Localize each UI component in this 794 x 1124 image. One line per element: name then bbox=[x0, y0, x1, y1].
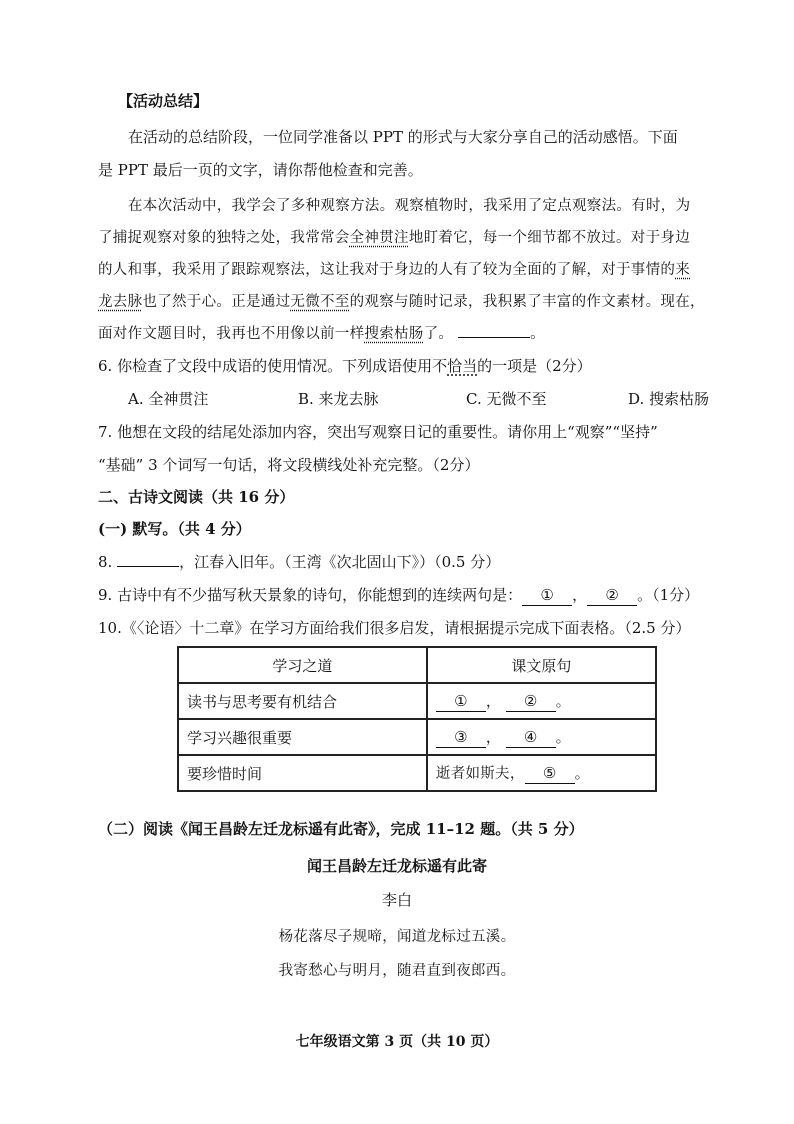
q6-option-d[interactable]: D. 搜索枯肠 bbox=[628, 390, 710, 408]
q6-option-b[interactable]: B. 来龙去脉 bbox=[298, 390, 379, 408]
q9-blank2[interactable]: ② bbox=[587, 585, 637, 606]
table-cell-quote bbox=[427, 719, 656, 755]
table-cell-way: 学习兴趣很重要 bbox=[178, 719, 427, 755]
table-cell-quote bbox=[427, 683, 656, 719]
passage-line5-end: 。 bbox=[530, 326, 545, 342]
table-end: 。 bbox=[574, 764, 590, 782]
passage-line4-a: 也了然于心。正是通过 bbox=[142, 294, 291, 310]
table-blank-1[interactable]: ① bbox=[436, 691, 486, 712]
passage-line5-a: 面对作文题目时，我再也不用像以前一样 bbox=[98, 326, 365, 342]
part2-heading: 二、古诗文阅读（共 16 分） bbox=[98, 488, 295, 506]
q9 bbox=[98, 582, 699, 608]
idiom-quanshenguanzhu: 全神贯注 bbox=[349, 230, 409, 246]
table-header-way: 学习之道 bbox=[178, 647, 427, 683]
q8-number: 8. bbox=[98, 553, 113, 571]
passage-line2-b: 地盯着它，每一个细节都不放过。对于身边 bbox=[408, 230, 691, 246]
passage-line5 bbox=[98, 321, 545, 347]
q9-text: 9. 古诗中有不少描写秋天景象的诗句，你能想到的连续两句是： bbox=[98, 586, 523, 604]
summary-heading: 【活动总结】 bbox=[118, 92, 209, 110]
idiom-lailong-part2: 龙去脉 bbox=[98, 294, 143, 310]
part2-sub2: （二）阅读《闻王昌龄左迁龙标遥有此寄》，完成 11–12 题。（共 5 分） bbox=[98, 820, 584, 838]
passage-line2-a: 了捕捉观察对象的独特之处，我常常会 bbox=[98, 230, 350, 246]
q9-end: 。（1分） bbox=[637, 586, 700, 604]
q7-line1: 7. 他想在文段的结尾处添加内容，突出写观察日记的重要性。请你用上“观察”“坚持” bbox=[98, 423, 658, 441]
learning-table bbox=[177, 646, 657, 792]
table-blank-4[interactable]: ④ bbox=[506, 727, 556, 748]
table-row bbox=[178, 683, 656, 719]
q6-text-b: 的一项是（2分） bbox=[477, 357, 592, 375]
q6-text-a: 6. 你检查了文段中成语的使用情况。下列成语使用不 bbox=[98, 357, 448, 375]
q6-dotted-word: 恰当 bbox=[447, 357, 478, 375]
table-row bbox=[178, 755, 656, 791]
poem-line1: 杨花落尽子规啼，闻道龙标过五溪。 bbox=[278, 929, 516, 945]
table-end: 。 bbox=[555, 728, 571, 746]
q10-stem: 10.《〈论语〉十二章》在学习方面给我们很多启发，请根据提示完成下面表格。（2.5 分） bbox=[98, 619, 691, 637]
table-blank-3[interactable]: ③ bbox=[436, 727, 486, 748]
table-end: 。 bbox=[555, 692, 571, 710]
passage-line4-b: 的观察与随时记录，我积累了丰富的作文素材。现在， bbox=[349, 294, 705, 310]
idiom-wuweibuzhi: 无微不至 bbox=[290, 294, 350, 310]
idiom-lailong-part1: 来 bbox=[675, 262, 691, 278]
table-blank-5[interactable]: ⑤ bbox=[525, 763, 575, 784]
part2-sub1: (一) 默写。（共 4 分） bbox=[98, 520, 251, 538]
summary-intro-line1: 在活动的总结阶段，一位同学准备以 PPT 的形式与大家分享自己的活动感悟。下面 bbox=[128, 128, 678, 146]
poem-line2: 我寄愁心与明月，随君直到夜郎西。 bbox=[278, 963, 516, 979]
q8 bbox=[98, 549, 500, 575]
table-row bbox=[178, 719, 656, 755]
poem-author: 李白 bbox=[381, 891, 412, 909]
q9-blank1[interactable]: ① bbox=[522, 585, 572, 606]
table-cell-way: 要珍惜时间 bbox=[178, 755, 427, 791]
q8-blank[interactable] bbox=[117, 566, 179, 567]
table-blank-2[interactable]: ② bbox=[506, 691, 556, 712]
passage-line4 bbox=[98, 289, 705, 315]
q8-text: ，江春入旧年。（王湾《次北固山下》）（0.5 分） bbox=[179, 553, 501, 571]
passage-line5-b: 了。 bbox=[423, 326, 454, 342]
summary-intro-line2: 是 PPT 最后一页的文字，请你帮他检查和完善。 bbox=[98, 161, 423, 179]
passage-line1: 在本次活动中，我学会了多种观察方法。观察植物时，我采用了定点观察法。有时，为 bbox=[128, 198, 691, 214]
passage-answer-blank[interactable] bbox=[458, 337, 530, 338]
q6-option-a[interactable]: A. 全神贯注 bbox=[128, 390, 209, 408]
page-footer: 七年级语文第 3 页（共 10 页） bbox=[295, 1034, 499, 1050]
passage-line3-text: 的人和事，我采用了跟踪观察法，这让我对于身边的人有了较为全面的了解，对于事情的 bbox=[98, 262, 676, 278]
table-sep: ， bbox=[485, 692, 501, 710]
table-header-quote: 课文原句 bbox=[427, 647, 656, 683]
q6-stem bbox=[98, 353, 592, 379]
table-sep: ， bbox=[485, 728, 501, 746]
q7-line2: “基础” 3 个词写一句话，将文段横线处补充完整。（2分） bbox=[98, 456, 480, 474]
q9-sep: ， bbox=[572, 586, 588, 604]
table-cell-way: 读书与思考要有机结合 bbox=[178, 683, 427, 719]
table-quote-prefix: 逝者如斯夫， bbox=[435, 766, 525, 782]
passage-line3 bbox=[98, 257, 690, 283]
idiom-sousuokuchang: 搜索枯肠 bbox=[364, 326, 424, 342]
passage-line2 bbox=[98, 225, 690, 251]
poem-title: 闻王昌龄左迁龙标遥有此寄 bbox=[306, 857, 487, 875]
q6-option-c[interactable]: C. 无微不至 bbox=[466, 390, 547, 408]
table-header-row bbox=[178, 647, 656, 683]
table-cell-quote bbox=[427, 755, 656, 791]
